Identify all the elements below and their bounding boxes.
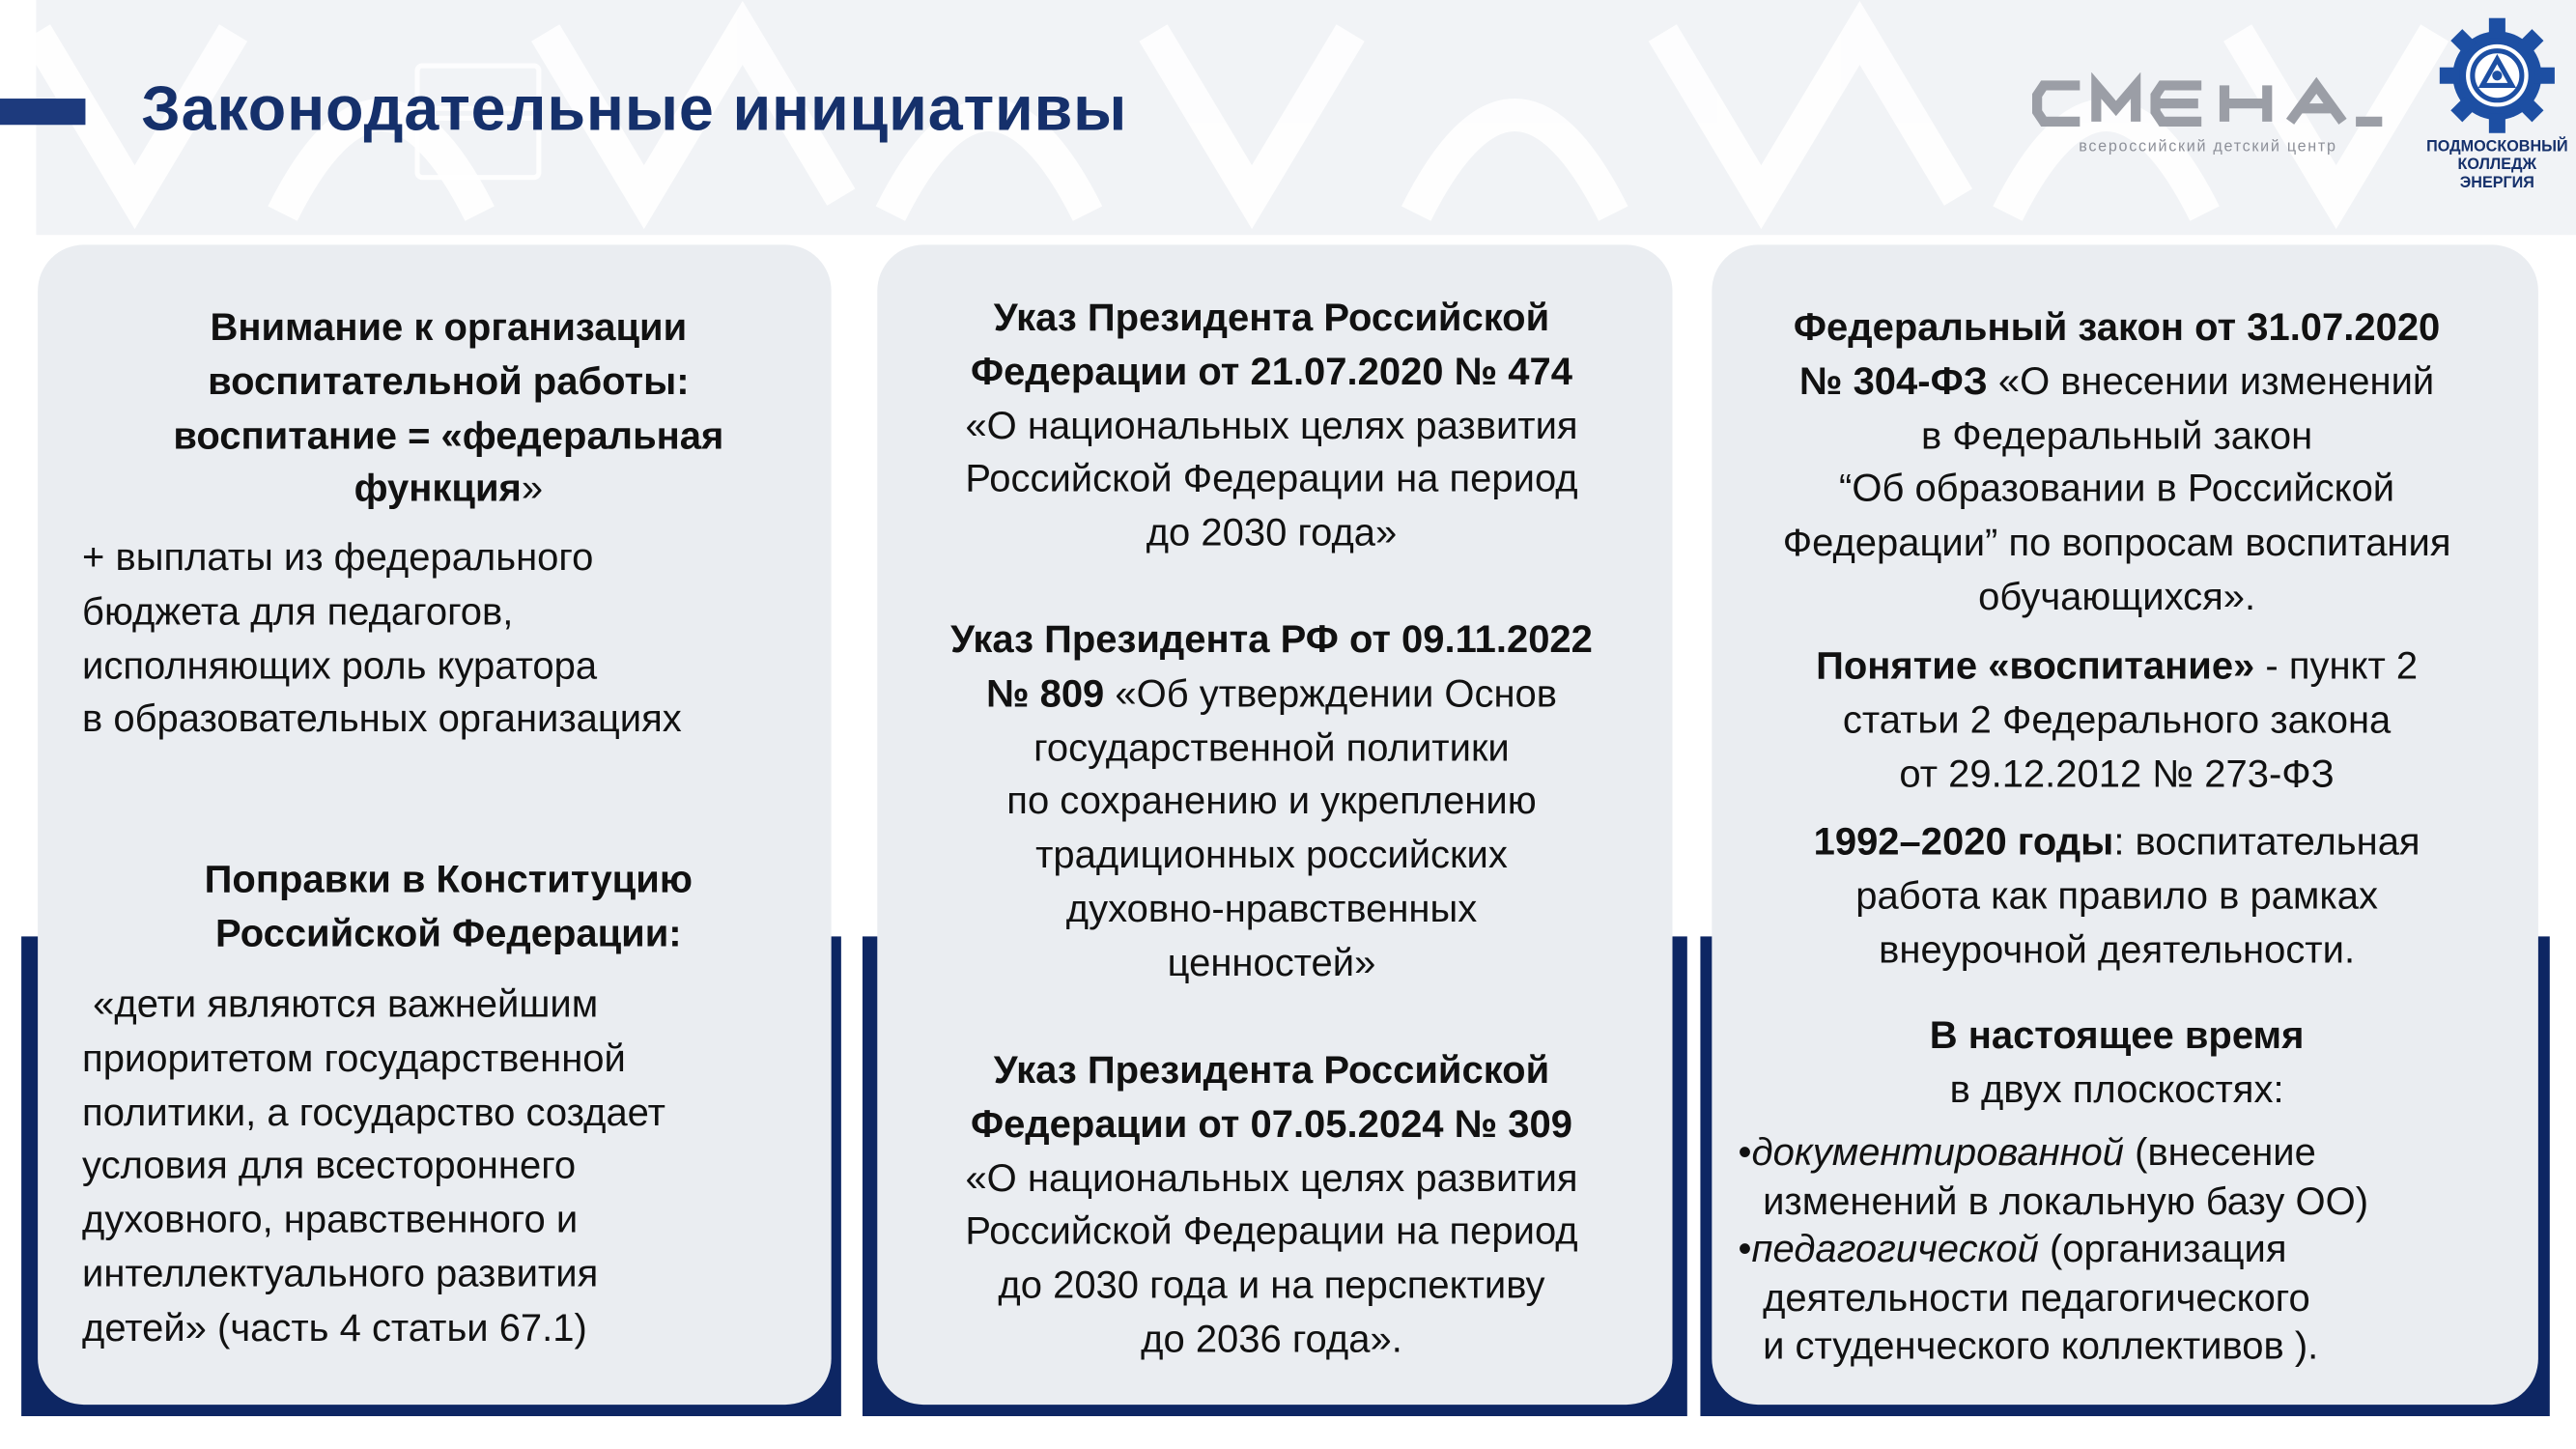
- decree-474: [877, 291, 1665, 560]
- text-line: воспитание = «федеральная: [173, 412, 724, 457]
- text-fragment: - пункт 2: [2254, 643, 2419, 687]
- bold-fragment: Понятие «воспитание»: [1816, 643, 2255, 687]
- text-line: Указ Президента Российской: [993, 1048, 1550, 1092]
- current-time-heading: [1712, 1009, 2522, 1117]
- text-line: ценностей»: [1167, 941, 1376, 984]
- text-line: Федерации от 21.07.2020 № 474: [970, 349, 1573, 393]
- text-line: “Об образовании в Российской: [1839, 467, 2395, 510]
- text-line: Внимание к организации: [210, 305, 688, 349]
- text-line: в Федеральный закон: [1920, 412, 2313, 457]
- text-line: государственной политики: [1033, 725, 1510, 769]
- college-logo-line: ПОДМОСКОВНЫЙ: [2426, 137, 2568, 156]
- text-line: «О национальных целях развития: [965, 403, 1578, 446]
- text-line: Федерации” по вопросам воспитания: [1782, 521, 2451, 564]
- decree-809: [877, 612, 1665, 989]
- text-line: деятельности педагогического: [1763, 1275, 2310, 1319]
- text-line: по сохранению и укреплению: [1006, 779, 1537, 823]
- education-heading: [38, 300, 859, 516]
- text-fragment: «О внесении изменений: [1987, 359, 2435, 403]
- text-line: «дети являются важнейшим: [82, 982, 599, 1026]
- text-line: Российской Федерации на период: [965, 1209, 1578, 1253]
- text-line: до 2036 года».: [1141, 1317, 1402, 1361]
- text-line: [1712, 355, 2522, 409]
- title-accent-bar: [0, 99, 85, 125]
- text-line: Указ Президента Российской: [993, 296, 1550, 339]
- education-concept: [1712, 639, 2522, 801]
- text-line: в двух плоскостях:: [1949, 1067, 2284, 1111]
- text-line: в образовательных организациях: [82, 696, 682, 740]
- text-fragment: »: [521, 467, 544, 510]
- bold-fragment: № 304-ФЗ: [1798, 359, 1988, 403]
- bold-fragment: № 809: [985, 671, 1105, 715]
- text-line: статьи 2 Федерального закона: [1842, 697, 2392, 741]
- text-line: и студенческого коллективов ).: [1763, 1323, 2319, 1367]
- italic-fragment: документированной: [1751, 1130, 2125, 1174]
- text-fragment: «Об утверждении Основ: [1104, 671, 1558, 715]
- text-line: бюджета для педагогов,: [82, 589, 514, 633]
- card-federal-law: [1712, 244, 2538, 1405]
- text-line: изменений в локальную базу ОО): [1763, 1179, 2369, 1222]
- decree-309: [877, 1043, 1665, 1367]
- text-line: + выплаты из федерального: [82, 535, 594, 579]
- list-item: [1739, 1226, 2368, 1274]
- text-line: духовно-нравственных: [1065, 887, 1478, 930]
- text-line: [1712, 639, 2522, 694]
- italic-fragment: педагогической: [1751, 1227, 2039, 1270]
- college-logo-line: ЭНЕРГИЯ: [2459, 174, 2534, 192]
- card-constitution: [38, 244, 832, 1405]
- constitution-quote: [82, 978, 665, 1354]
- text-line: до 2030 года и на перспективу: [998, 1264, 1545, 1307]
- text-line: работа как правило в рамках: [1855, 873, 2378, 917]
- text-line: Поправки в Конституцию: [204, 857, 693, 900]
- college-logo: [2419, 16, 2576, 213]
- law-304-fz: [1712, 300, 2522, 624]
- smena-logo-subtitle: всероссийский детский центр: [2079, 137, 2337, 156]
- text-line: Российской Федерации на период: [965, 457, 1578, 500]
- list-item: [1739, 1128, 2368, 1177]
- planes-bullet-list: [1739, 1128, 2368, 1371]
- text-line: [1712, 815, 2522, 869]
- text-line: воспитательной работы:: [208, 359, 690, 403]
- text-line: детей» (часть 4 статьи 67.1): [82, 1305, 587, 1349]
- bullet-icon: •: [1738, 1130, 1752, 1174]
- text-line: интеллектуального развития: [82, 1251, 599, 1295]
- text-line: традиционных российских: [1035, 833, 1508, 876]
- curator-payments-text: [82, 530, 682, 746]
- text-fragment: (внесение: [2124, 1130, 2316, 1174]
- bold-fragment: функция: [354, 467, 522, 510]
- text-line: Федерации от 07.05.2024 № 309: [970, 1101, 1573, 1146]
- text-fragment: (организация: [2038, 1227, 2287, 1270]
- text-line: внеурочной деятельности.: [1879, 927, 2356, 971]
- text-line: исполняющих роль куратора: [82, 642, 598, 687]
- college-logo-text: [2419, 138, 2576, 192]
- text-line: [38, 463, 859, 517]
- text-line: Российской Федерации:: [215, 911, 682, 954]
- text-line: «О национальных целях развития: [965, 1155, 1578, 1199]
- constitution-heading: [38, 853, 859, 961]
- bullet-icon: •: [1738, 1227, 1752, 1270]
- text-line: обучающихся».: [1978, 575, 2256, 618]
- period-1992-2020: [1712, 815, 2522, 977]
- text-fragment: : воспитательная: [2113, 819, 2420, 863]
- text-line: условия для всестороннего: [82, 1144, 577, 1187]
- text-line: приоритетом государственной: [82, 1036, 626, 1080]
- text-line: Федеральный закон от 31.07.2020: [1793, 305, 2441, 349]
- bold-fragment: 1992–2020 годы: [1813, 819, 2114, 863]
- gear-logo-icon: [2419, 16, 2576, 134]
- text-line: [877, 667, 1665, 721]
- text-line: В настоящее время: [1929, 1013, 2305, 1057]
- text-line: политики, а государство создает: [82, 1090, 665, 1133]
- college-logo-line: КОЛЛЕДЖ: [2457, 156, 2537, 175]
- text-line: духовного, нравственного и: [82, 1198, 579, 1241]
- page-title: Законодательные инициативы: [141, 75, 1128, 145]
- text-line: Указ Президента РФ от 09.11.2022: [950, 617, 1593, 661]
- text-line: от 29.12.2012 № 273-ФЗ: [1899, 752, 2335, 795]
- card-presidential-decrees: [877, 244, 1672, 1405]
- text-line: до 2030 года»: [1146, 511, 1398, 554]
